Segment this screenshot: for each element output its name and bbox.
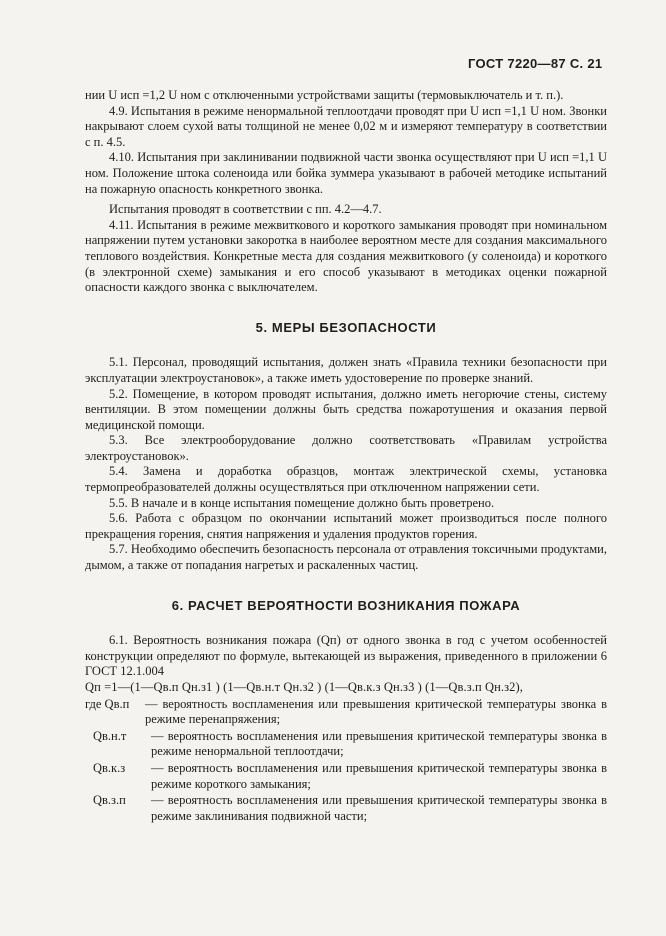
- paragraph-4-9: 4.9. Испытания в режиме ненормальной теплоотдачи проводят при U исп =1,1 U ном. Звонки накрывают слоем сухой ваты толщиной не менее 0,02 м и измеряют температуру в соответствии с п. 4.5.: [85, 103, 607, 149]
- paragraph-5-6: 5.6. Работа с образцом по окончании испытаний может производиться после полного прекращения горения, снятия напряжения и удаления продуктов горения.: [85, 511, 607, 541]
- paragraph-5-5: 5.5. В начале и в конце испытания помещение должно быть проветрено.: [109, 495, 495, 510]
- definition-text: — вероятность воспламенения или превышения критической температуры звонка в режиме ненормальной теплоотдачи;: [151, 728, 607, 759]
- definition-abnormal-heat: [85, 729, 607, 760]
- definition-prefix: где: [85, 696, 102, 711]
- paragraph-5-4: 5.4. Замена и доработка образцов, монтаж электрической схемы, установка термопреобразователей должны осуществляться при отключенном напряжении сети.: [85, 464, 607, 495]
- paragraph-4-10: 4.10. Испытания при заклинивании подвижной части звонка осуществляют при U исп =1,1 U ном. Положение штока соленоида или бойка зуммера указывают в рабочей методике испытаний на пожарную опасность конкретного звонка.: [85, 150, 607, 196]
- definition-symbol: Qв.к.з: [93, 760, 126, 775]
- paragraph-4-11: 4.11. Испытания в режиме межвиткового и короткого замыкания проводят при номинальном напряжении путем установки закоротка в наиболее вероятном месте для создания максимального теплового воздействия. Конкретные места для создания межвиткового (у соленоида) и короткого (в электронной схеме) замыкания и его способ указывают в методиках оценки пожарной опасности каждого звонка с выключателем.: [85, 217, 607, 295]
- definition-text: — вероятность воспламенения или превышения критической температуры звонка в режиме короткого замыкания;: [151, 760, 607, 791]
- paragraph-5-1: 5.1. Персонал, проводящий испытания, должен знать «Правила техники безопасности при эксплуатации электроустановок», а также иметь удостоверение по проверке знаний.: [85, 355, 607, 385]
- definition-symbol: Qв.з.п: [93, 793, 126, 808]
- definition-symbol: Qв.п: [104, 696, 130, 711]
- paragraph-continued: нии U исп =1,2 U ном с отключенными устройствами защиты (термовыключатель и т. п.).: [85, 88, 564, 102]
- definition-jamming: [85, 793, 607, 824]
- definition-text: — вероятность воспламенения или превышения критической температуры звонка в режиме заклинивания подвижной части;: [151, 793, 607, 823]
- definition-overvoltage: [85, 697, 607, 728]
- paragraph-5-7: 5.7. Необходимо обеспечить безопасность персонала от отравления токсичными продуктами, дымом, а также от попадания нагретых и раскаленных частиц.: [85, 542, 607, 573]
- page-content: [85, 88, 607, 824]
- paragraph-5-3: 5.3. Все электрооборудование должно соответствовать «Правилам устройства электроустановок».: [85, 433, 607, 463]
- section-6-title: 6. РАСЧЕТ ВЕРОЯТНОСТИ ВОЗНИКАНИЯ ПОЖАРА: [171, 597, 521, 613]
- definition-short-circuit: [85, 761, 607, 792]
- section-5-title: 5. МЕРЫ БЕЗОПАСНОСТИ: [255, 319, 437, 335]
- definition-symbol: Qв.н.т: [93, 728, 127, 743]
- paragraph-tests-reference: Испытания проводят в соответствии с пп. 4.2—4.7.: [109, 202, 382, 217]
- paragraph-6-1: 6.1. Вероятность возникания пожара (Qп) от одного звонка в год с учетом особенностей конструкции определяют по формуле, вытекающей из выражения, приведенного в приложении 6 ГОСТ 12.1.004: [85, 633, 607, 679]
- page-header: ГОСТ 7220—87 С. 21: [468, 56, 603, 71]
- definition-text: — вероятность воспламенения или превышения критической температуры звонка в режиме перенапряжения;: [145, 696, 607, 727]
- probability-formula: Qп =1—(1—Qв.п Qн.з1 ) (1—Qв.н.т Qн.з2 ) (1—Qв.к.з Qн.з3 ) (1—Qв.з.п Qн.з2),: [85, 680, 524, 694]
- paragraph-5-2: 5.2. Помещение, в котором проводят испытания, должно иметь негорючие стены, систему вентиляции. В этом помещении должны быть средства пожаротушения и оказания первой медицинской помощи.: [85, 386, 607, 432]
